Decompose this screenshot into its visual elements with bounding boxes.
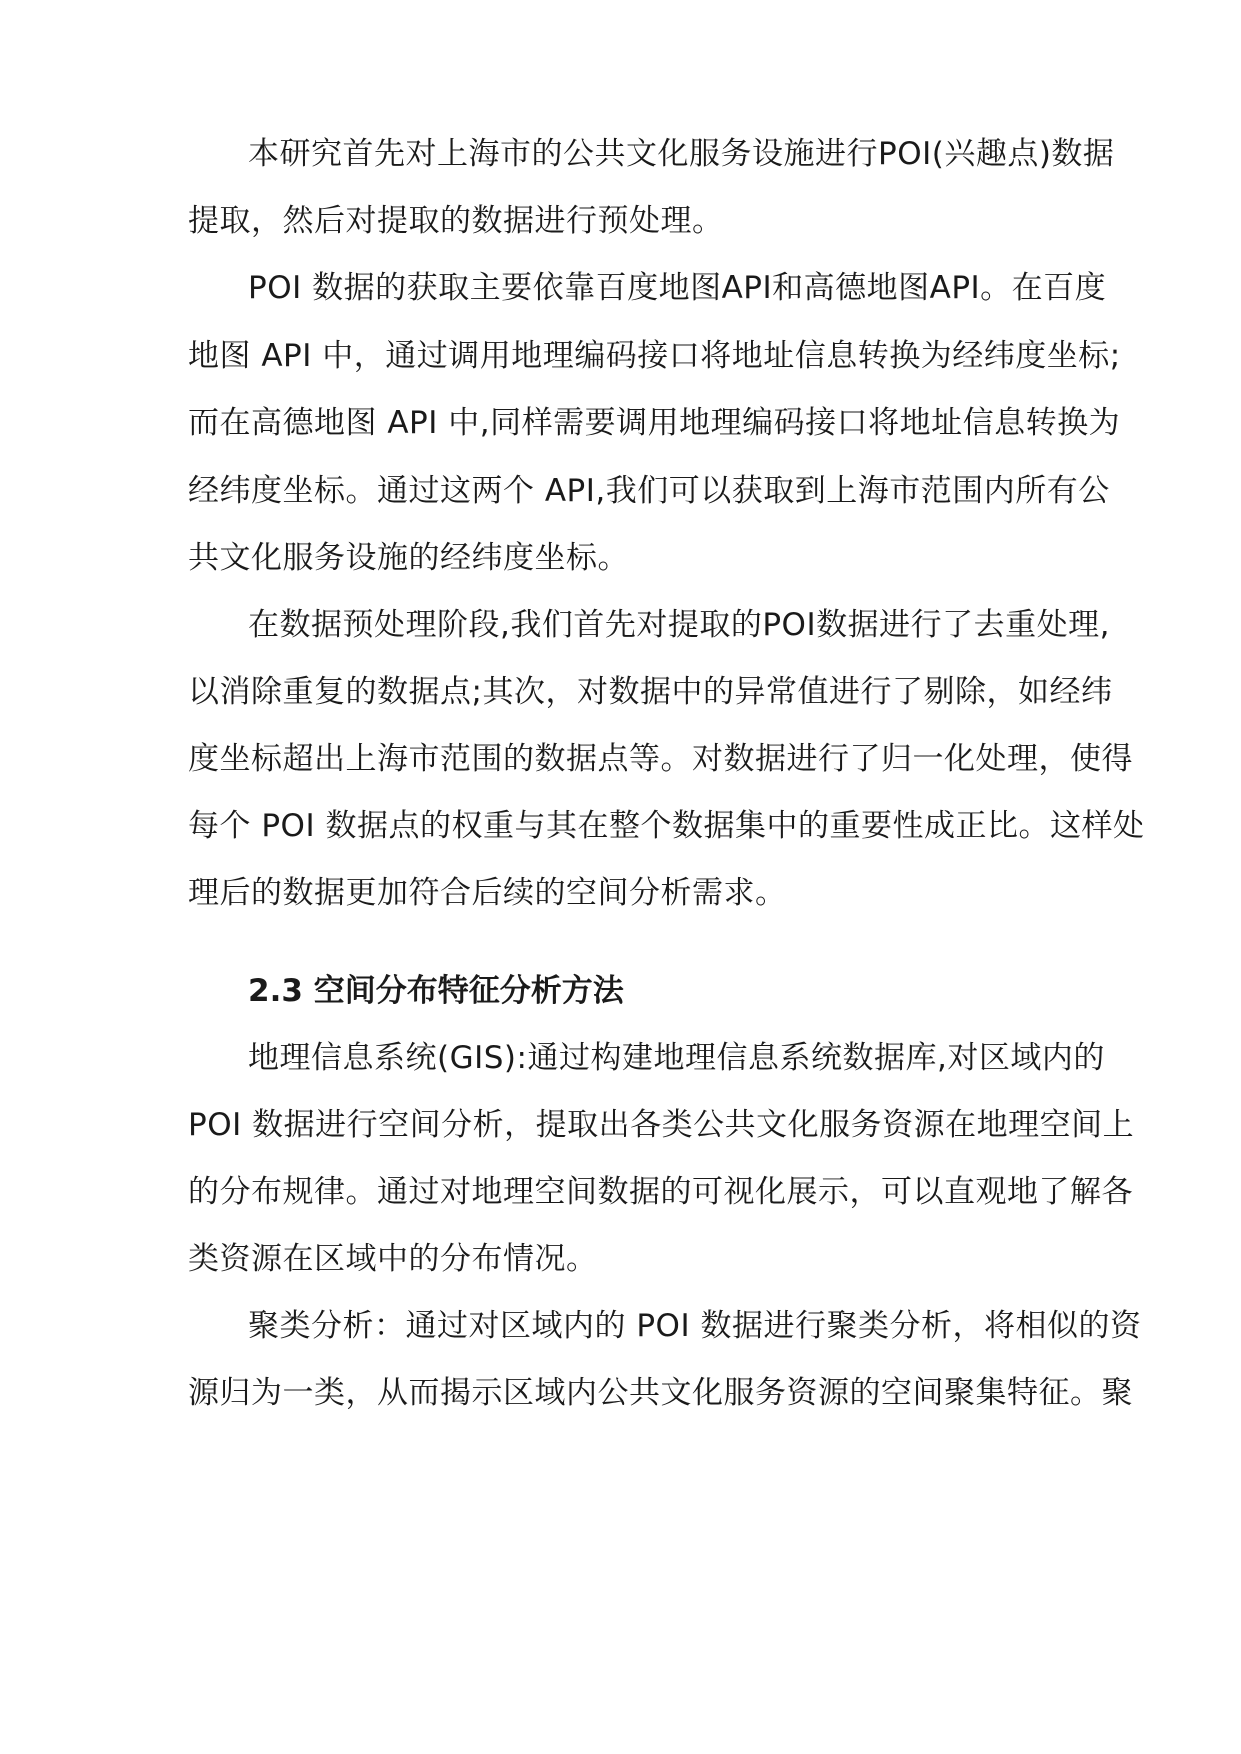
paragraph-line: 类资源在区域中的分布情况。 xyxy=(188,1241,598,1277)
paragraph-line: POI 数据的获取主要依靠百度地图API和高德地图API。在百度 xyxy=(248,270,1107,306)
paragraph-line: 经纬度坐标。通过这两个 API,我们可以获取到上海市范围内所有公 xyxy=(188,473,1110,509)
paragraph-line: 的分布规律。通过对地理空间数据的可视化展示，可以直观地了解各 xyxy=(188,1174,1133,1210)
paragraph-line: 地理信息系统(GIS):通过构建地理信息系统数据库,对区域内的 xyxy=(248,1040,1105,1076)
paragraph-line: 聚类分析：通过对区域内的 POI 数据进行聚类分析，将相似的资 xyxy=(248,1308,1142,1344)
paragraph-line: 源归为一类，从而揭示区域内公共文化服务资源的空间聚集特征。聚 xyxy=(188,1375,1133,1411)
paragraph-line: 地图 API 中，通过调用地理编码接口将地址信息转换为经纬度坐标; xyxy=(188,338,1121,374)
paragraph-line: POI 数据进行空间分析，提取出各类公共文化服务资源在地理空间上 xyxy=(188,1107,1135,1143)
paragraph-line: 而在高德地图 API 中,同样需要调用地理编码接口将地址信息转换为 xyxy=(188,405,1121,441)
paragraph-line: 理后的数据更加符合后续的空间分析需求。 xyxy=(188,875,787,911)
paragraph-line: 每个 POI 数据点的权重与其在整个数据集中的重要性成正比。这样处 xyxy=(188,808,1145,844)
paragraph-line: 提取，然后对提取的数据进行预处理。 xyxy=(188,203,724,239)
section-heading: 2.3 空间分布特征分析方法 xyxy=(248,973,624,1009)
paragraph-line: 度坐标超出上海市范围的数据点等。对数据进行了归一化处理，使得 xyxy=(188,741,1133,777)
paragraph-line: 本研究首先对上海市的公共文化服务设施进行POI(兴趣点)数据 xyxy=(248,136,1115,172)
paragraph-line: 共文化服务设施的经纬度坐标。 xyxy=(188,540,629,576)
paragraph-line: 以消除重复的数据点;其次，对数据中的异常值进行了剔除，如经纬 xyxy=(188,674,1113,710)
paragraph-line: 在数据预处理阶段,我们首先对提取的POI数据进行了去重处理, xyxy=(248,607,1110,643)
